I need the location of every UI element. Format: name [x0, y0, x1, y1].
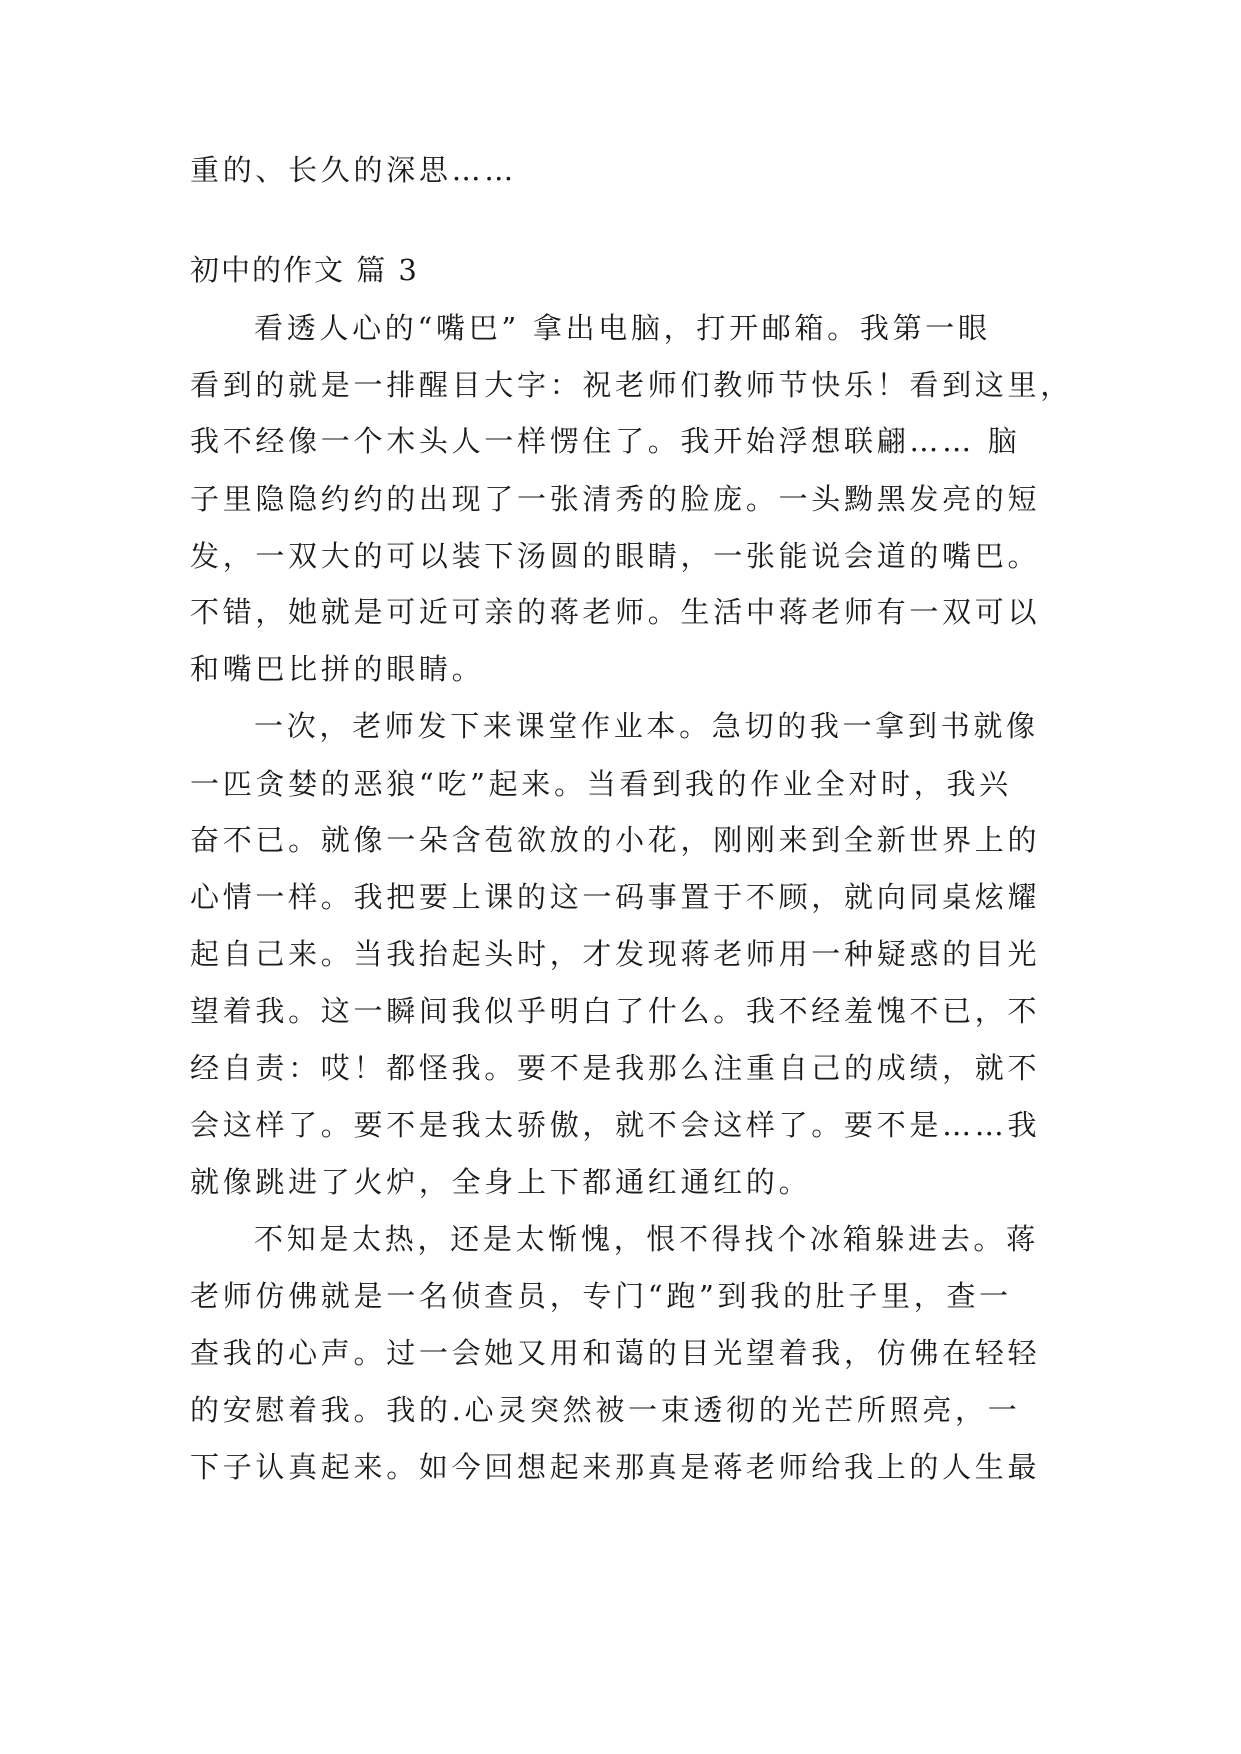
paragraph-3-line: 的安慰着我。我的.心灵突然被一束透彻的光芒所照亮，一: [190, 1393, 1021, 1427]
paragraph-2-line: 一匹贪婪的恶狼“吃”起来。当看到我的作业全对时，我兴: [190, 767, 1012, 801]
paragraph-2-line: 心情一样。我把要上课的这一码事置于不顾，就向同桌炫耀: [190, 880, 1041, 914]
paragraph-2-line: 就像跳进了火炉，全身上下都通红通红的。: [190, 1165, 812, 1199]
paragraph-2-line: 起自己来。当我抬起头时，才发现蒋老师用一种疑惑的目光: [190, 937, 1041, 971]
paragraph-1-line: 和嘴巴比拼的眼睛。: [190, 652, 485, 686]
paragraph-3-line: 下子认真起来。如今回想起来那真是蒋老师给我上的人生最: [190, 1450, 1041, 1484]
section-title: 初中的作文 篇 3: [190, 253, 419, 287]
continuation-line: 重的、长久的深思……: [190, 153, 518, 187]
paragraph-3-line: 查我的心声。过一会她又用和蔼的目光望着我，仿佛在轻轻: [190, 1336, 1041, 1370]
paragraph-2-line: 望着我。这一瞬间我似乎明白了什么。我不经羞愧不已，不: [190, 994, 1041, 1028]
paragraph-2-line: 一次，老师发下来课堂作业本。急切的我一拿到书就像: [254, 709, 1039, 743]
paragraph-1-line: 看透人心的“嘴巴” 拿出电脑，打开邮箱。我第一眼: [254, 311, 991, 345]
paragraph-1-line: 子里隐隐约约的出现了一张清秀的脸庞。一头黝黑发亮的短: [190, 482, 1041, 516]
paragraph-2-line: 会这样了。要不是我太骄傲，就不会这样了。要不是……我: [190, 1108, 1041, 1142]
paragraph-2-line: 奋不已。就像一朵含苞欲放的小花，刚刚来到全新世界上的: [190, 823, 1041, 857]
paragraph-2-line: 经自责：哎！都怪我。要不是我那么注重自己的成绩，就不: [190, 1051, 1041, 1085]
paragraph-1-line: 不错，她就是可近可亲的蒋老师。生活中蒋老师有一双可以: [190, 595, 1041, 629]
paragraph-1-line: 我不经像一个木头人一样愣住了。我开始浮想联翩…… 脑: [190, 424, 1021, 458]
paragraph-1-line: 发，一双大的可以装下汤圆的眼睛，一张能说会道的嘴巴。: [190, 539, 1041, 573]
paragraph-3-line: 不知是太热，还是太惭愧，恨不得找个冰箱躲进去。蒋: [254, 1222, 1039, 1256]
paragraph-3-line: 老师仿佛就是一名侦查员，专门“跑”到我的肚子里，查一: [190, 1279, 1012, 1313]
paragraph-1-line: 看到的就是一排醒目大字：祝老师们教师节快乐！看到这里，: [190, 368, 1073, 402]
